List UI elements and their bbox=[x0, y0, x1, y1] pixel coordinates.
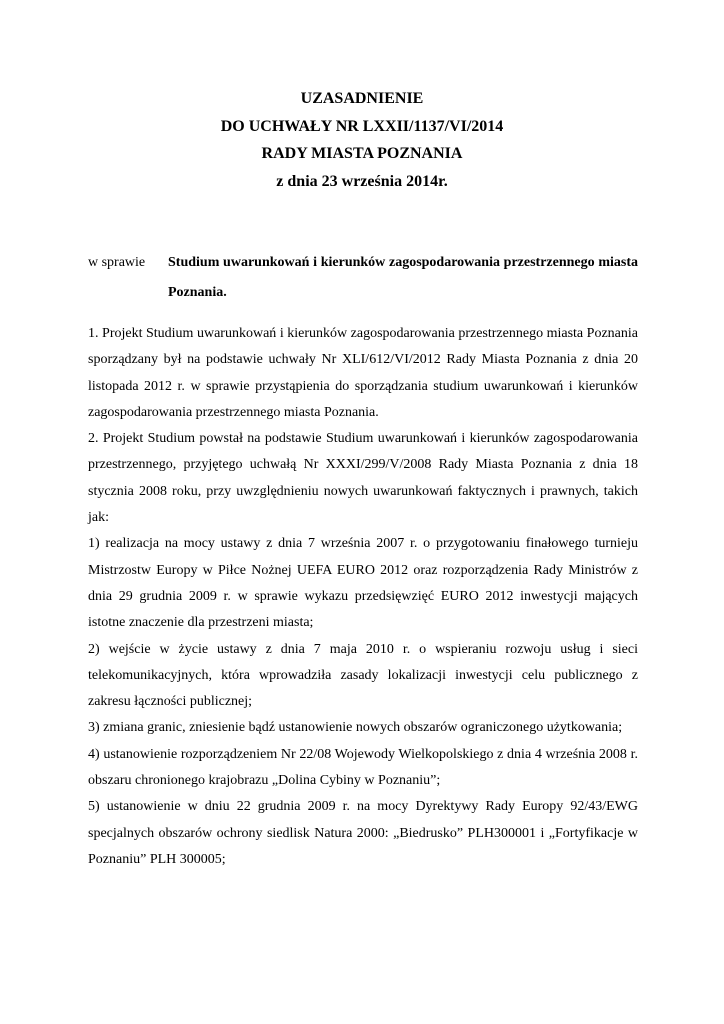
header-resolution-number: DO UCHWAŁY NR LXXII/1137/VI/2014 bbox=[220, 117, 504, 135]
list-item-4: 4) ustanowienie rozporządzeniem Nr 22/08 Wojewody Wielkopolskiego z dnia 4 września 2008 r. obszaru chronionego krajobrazu „Dolina Cybiny w Poznaniu”; bbox=[88, 746, 638, 789]
list-item-2: 2) wejście w życie ustawy z dnia 7 maja 2010 r. o wspieraniu rozwoju usług i sieci telekomunikacyjnych, która wprowadziła zasady lokalizacji inwestycji celu publicznego z zakresu łączności publicznej; bbox=[88, 641, 638, 710]
header-title: UZASADNIENIE bbox=[300, 90, 424, 107]
header-date: z dnia 23 września 2014r. bbox=[276, 172, 448, 190]
header-council: RADY MIASTA POZNANIA bbox=[261, 145, 463, 162]
list-item-1: 1) realizacja na mocy ustawy z dnia 7 września 2007 r. o przygotowaniu finałowego turnieju Mistrzostw Europy w Piłce Nożnej UEFA EURO 2012 oraz rozporządzenia Rady Ministrów z dnia 29 grudnia 2009 r. w sprawie wykazu przedsięwzięć EURO 2012 inwestycji mających istotne znaczenie dla przestrzeni miasta; bbox=[88, 536, 638, 631]
paragraph-2: 2. Projekt Studium powstał na podstawie Studium uwarunkowań i kierunków zagospodarowania przestrzennego, przyjętego uchwałą Nr XXXI/299/V/2008 Rady Miasta Poznania z dnia 18 stycznia 2008 roku, przy uwzględnieniu nowych uwarunkowań faktycznych i prawnych, takich jak: bbox=[88, 431, 638, 526]
paragraph-1: 1. Projekt Studium uwarunkowań i kierunków zagospodarowania przestrzennego miasta Poznania sporządzany był na podstawie uchwały Nr XLI/612/VI/2012 Rady Miasta Poznania z dnia 20 listopada 2012 r. w sprawie przystąpienia do sporządzania studium uwarunkowań i kierunków zagospodarowania przestrzennego miasta Poznania. bbox=[88, 326, 638, 420]
list-item-5: 5) ustanowienie w dniu 22 grudnia 2009 r. na mocy Dyrektywy Rady Europy 92/43/EWG specjalnych obszarów ochrony siedlisk Natura 2000: „Biedrusko” PLH300001 i „Fortyfikacje w Poznaniu” PLH 300005; bbox=[88, 799, 638, 867]
list-item-3: 3) zmiana granic, zniesienie bądź ustanowienie nowych obszarów ograniczonego użytkowania; bbox=[88, 720, 623, 736]
subject-label: w sprawie bbox=[88, 255, 146, 270]
document-body bbox=[88, 321, 638, 873]
subject-text: Studium uwarunkowań i kierunków zagospodarowania przestrzennego miasta Poznania. bbox=[168, 255, 638, 300]
document-header bbox=[0, 85, 724, 195]
